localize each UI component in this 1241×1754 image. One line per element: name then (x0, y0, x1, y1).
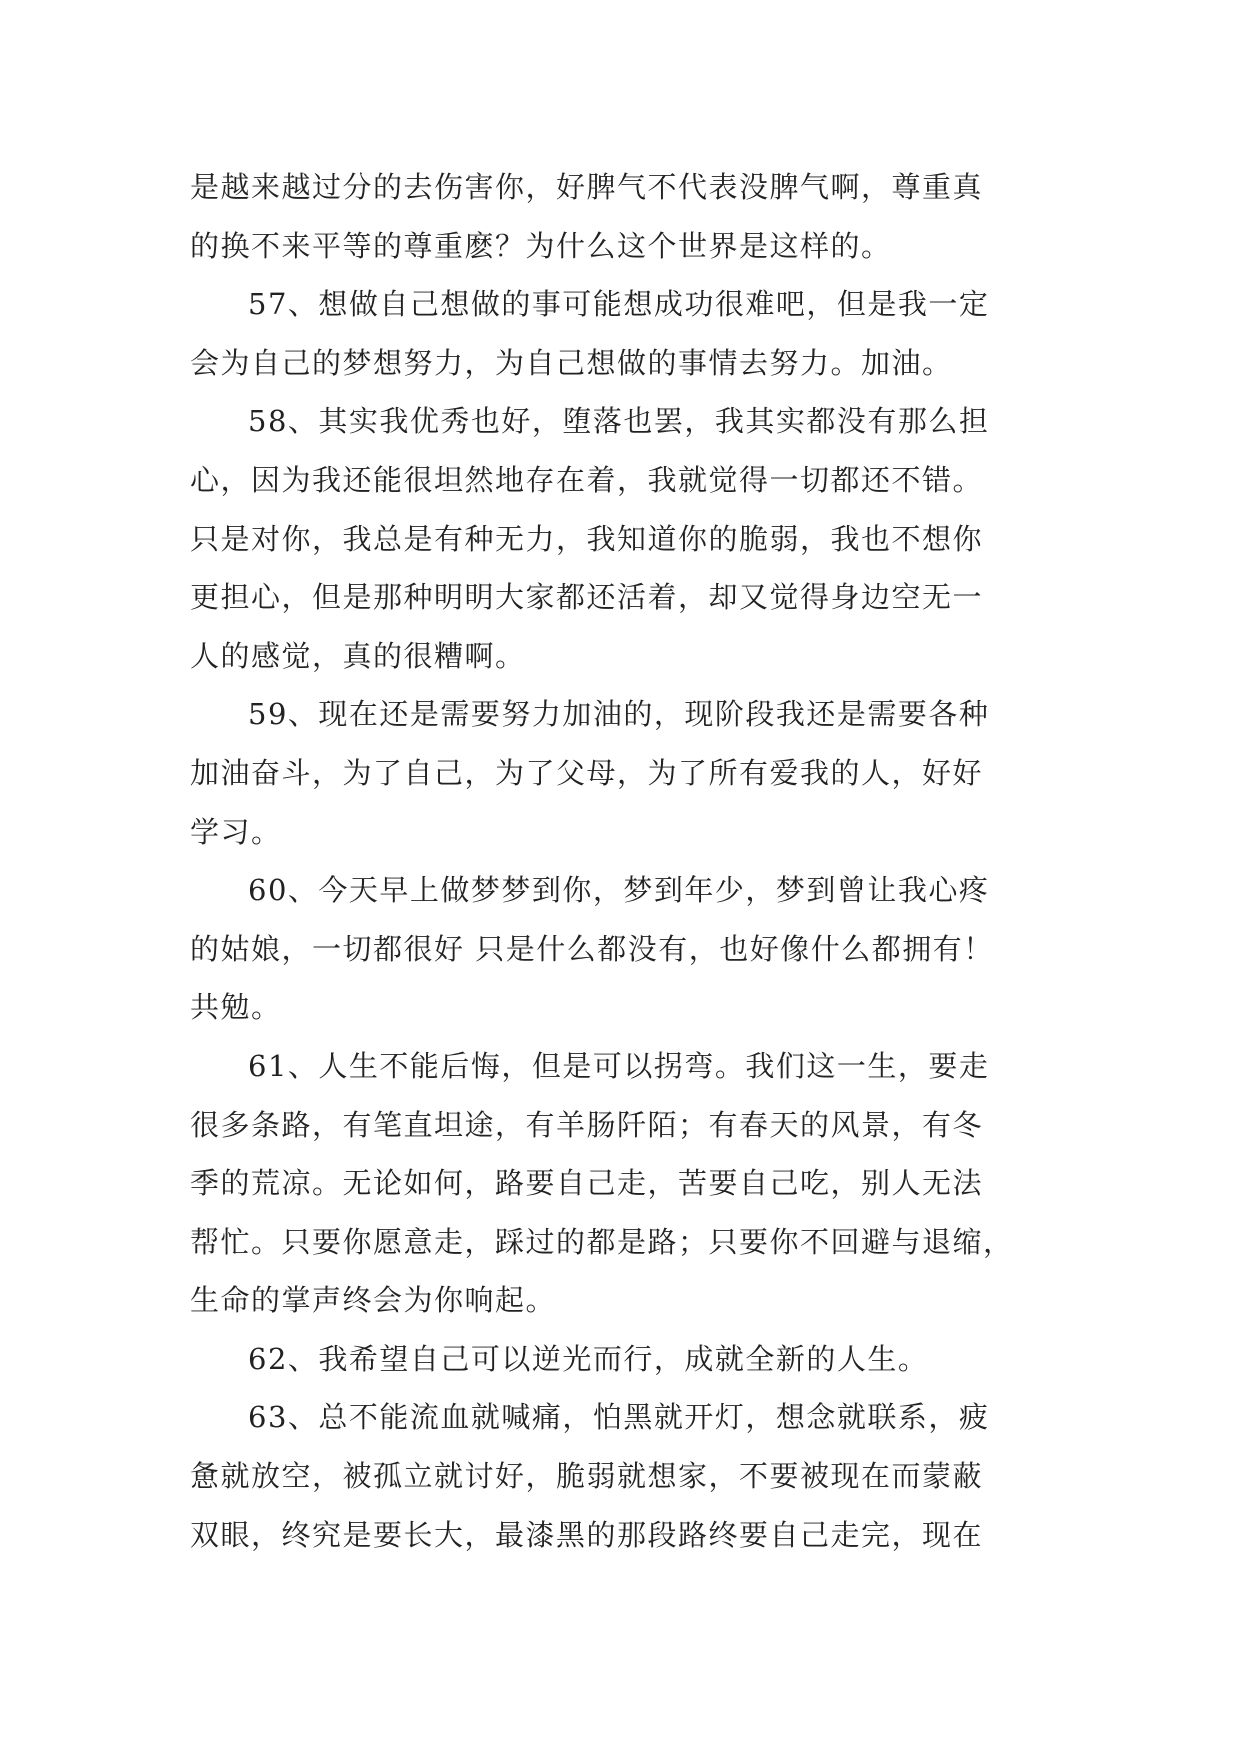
paragraph-61 (190, 1037, 1060, 1330)
text-line: 58、其实我优秀也好，堕落也罢，我其实都没有那么担 (248, 404, 990, 439)
text-line: 学习。 (190, 814, 282, 849)
text-line: 心，因为我还能很坦然地存在着，我就觉得一切都还不错。 (190, 462, 984, 497)
text-line: 季的荒凉。无论如何，路要自己走，苦要自己吃，别人无法 (190, 1166, 984, 1201)
document-body (190, 158, 1060, 1564)
text-line: 生命的掌声终会为你响起。 (190, 1283, 557, 1318)
text-line: 很多条路，有笔直坦途，有羊肠阡陌；有春天的风景，有冬 (190, 1107, 984, 1142)
text-line: 60、今天早上做梦梦到你，梦到年少，梦到曾让我心疼 (248, 873, 990, 908)
text-line: 61、人生不能后悔，但是可以拐弯。我们这一生，要走 (248, 1048, 990, 1083)
text-line: 的换不来平等的尊重麽？为什么这个世界是这样的。 (190, 228, 892, 263)
text-line: 帮忙。只要你愿意走，踩过的都是路；只要你不回避与退缩， (190, 1224, 1014, 1259)
text-line: 57、想做自己想做的事可能想成功很难吧，但是我一定 (248, 287, 990, 322)
paragraph-60 (190, 861, 1060, 1037)
text-line: 62、我希望自己可以逆光而行，成就全新的人生。 (248, 1341, 929, 1376)
text-line: 会为自己的梦想努力，为自己想做的事情去努力。加油。 (190, 345, 953, 380)
text-line: 人的感觉，真的很糟啊。 (190, 638, 526, 673)
text-line: 的姑娘，一切都很好 只是什么都没有，也好像什么都拥有！ (190, 931, 994, 966)
paragraph-continued (190, 158, 1060, 275)
text-line: 共勉。 (190, 990, 282, 1025)
paragraph-59 (190, 685, 1060, 861)
paragraph-57 (190, 275, 1060, 392)
paragraph-63 (190, 1388, 1060, 1564)
text-line: 更担心，但是那种明明大家都还活着，却又觉得身边空无一 (190, 580, 984, 615)
text-line: 59、现在还是需要努力加油的，现阶段我还是需要各种 (248, 697, 990, 732)
text-line: 63、总不能流血就喊痛，怕黑就开灯，想念就联系，疲 (248, 1400, 990, 1435)
text-line: 加油奋斗，为了自己，为了父母，为了所有爱我的人，好好 (190, 755, 984, 790)
paragraph-58 (190, 392, 1060, 685)
text-line: 是越来越过分的去伤害你，好脾气不代表没脾气啊，尊重真 (190, 170, 984, 204)
text-line: 只是对你，我总是有种无力，我知道你的脆弱，我也不想你 (190, 521, 984, 556)
text-line: 惫就放空，被孤立就讨好，脆弱就想家，不要被现在而蒙蔽 (190, 1459, 984, 1494)
text-line: 双眼，终究是要长大，最漆黑的那段路终要自己走完，现在 (190, 1517, 984, 1552)
paragraph-62 (190, 1330, 1060, 1389)
